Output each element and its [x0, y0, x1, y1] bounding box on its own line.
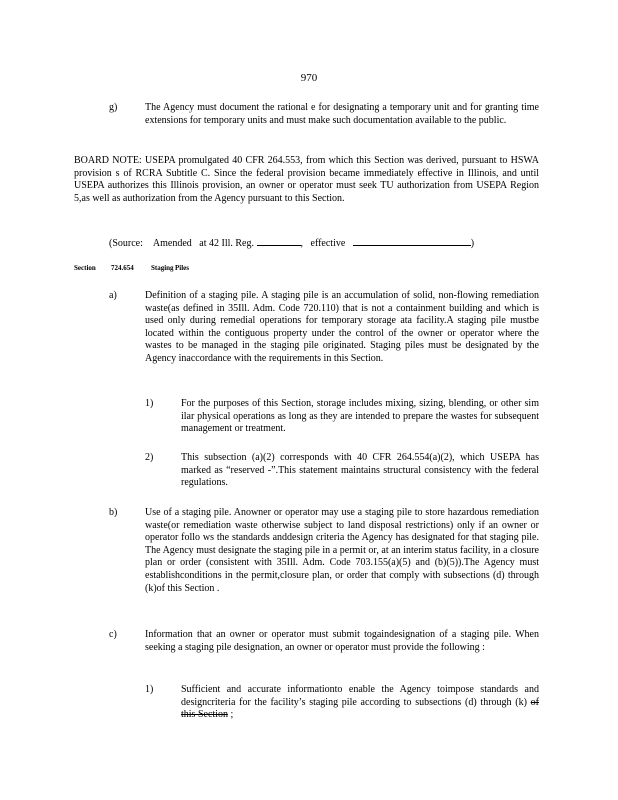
subsection-g-text: The Agency must document the rational e for designating a temporary unit and for granting time extensions for temporary units and must make such documentation available to the public.: [145, 102, 539, 126]
deleted-text: of this Section: [181, 696, 539, 721]
subsection-c-text: Information that an owner or operator must submit togaindesignation of a staging pile. When seeking a staging pile designation, an owner or operator must provide the following :: [145, 629, 539, 653]
subsection-a2-text: This subsection (a)(2) corresponds with 40 CFR 264.554(a)(2), which USEPA has marked as “reserved -”.This statement maintains structural consistency with the federal regulations.: [181, 452, 539, 489]
page-number: 970: [300, 72, 318, 84]
source-note: [109, 235, 474, 251]
source-amended: Amended: [152, 238, 192, 249]
board-note: BOARD NOTE: USEPA promulgated 40 CFR 264.553, from which this Section was derived, pursuant to HSWA provision s of RCRA Subtitle C. Since the federal provision became immediately effective in Illinois, and until USEPA authorizes this Illinois provision, an owner or operator must seek TU authorization from USEPA Region 5,as well as authorization from the Agency pursuant to this Section.: [74, 155, 539, 204]
heading-section-number: 724.654: [111, 264, 134, 272]
source-register: at 42 Ill. Reg.: [199, 238, 254, 249]
subsection-b-marker: b): [109, 507, 118, 518]
effective-blank: [353, 235, 471, 246]
subsection-a1-marker: 1): [145, 398, 154, 409]
subsection-b-text: Use of a staging pile. Anowner or operator may use a staging pile to store hazardous remediation waste(or remediation waste otherwise subject to land disposal restrictions) only if an owner or operator follo ws the standards anddesign criteria the Agency has designated for that staging pile. The Agency must designate the staging pile in a permit or, at an interim status facility, in a closure plan or order (consistent with 35Ill. Adm. Code 703.155(a)(5) and (b)(5)).The Agency must establishconditions in the permit,closure plan, or order that comply with subsections (d) through (k)of this Section .: [145, 507, 539, 594]
heading-section-label: Section: [74, 264, 96, 272]
subsection-c1-body: Sufficient and accurate informationto enable the Agency toimpose standards and designcriteria for the facility’s staging pile according to subsections (d) through (k): [181, 684, 539, 708]
subsection-a-marker: a): [109, 290, 117, 301]
subsection-a2-marker: 2): [145, 452, 154, 463]
register-blank: [257, 235, 301, 246]
subsection-c1-text: [181, 684, 539, 722]
source-comma: ,: [300, 238, 303, 249]
subsection-a1-text: For the purposes of this Section, storage includes mixing, sizing, blending, or other sim ilar physical operations as long as they are intended to prepare the wastes for subsequent management or treatment.: [181, 398, 539, 435]
source-close: ): [470, 238, 475, 249]
subsection-c1-marker: 1): [145, 684, 154, 695]
heading-title-word2: Piles: [175, 264, 189, 272]
section-heading: [74, 264, 189, 272]
subsection-g-marker: g): [109, 102, 118, 113]
subsection-a-text: Definition of a staging pile. A staging pile is an accumulation of solid, non-flowing remediation waste(as defined in 35Ill. Adm. Code 720.110) that is not a containment building and which is used only during remedial operations for temporary storage ata facility.A staging pile mustbe located within the contiguous property under the control of the owner or operator where the wastes to be managed in the staging pile originated. Staging piles must be designated by the Agency inaccordance with the requirements in this Section.: [145, 290, 539, 364]
source-effective: effective: [310, 238, 346, 249]
heading-title-word1: Staging: [151, 264, 174, 272]
subsection-c-marker: c): [109, 629, 117, 640]
subsection-c1-tail: ;: [230, 709, 234, 721]
source-prefix: (Source:: [109, 238, 143, 249]
